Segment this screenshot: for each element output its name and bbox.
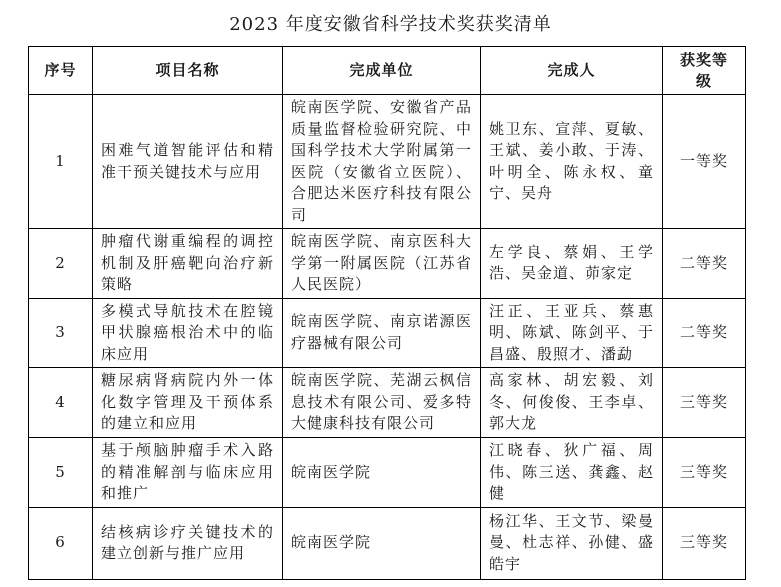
table-row xyxy=(29,229,746,299)
page-title: 2023 年度安徽省科学技术奖获奖清单 xyxy=(229,14,552,35)
table-row xyxy=(29,368,746,438)
header-people: 完成人 xyxy=(481,47,663,95)
cell-project: 基于颅脑肿瘤手术入路的精准解剖与临床应用和推广 xyxy=(93,438,283,508)
cell-people: 杨江华、王文节、梁曼曼、杜志祥、孙健、盛皓宇 xyxy=(481,507,663,579)
header-project: 项目名称 xyxy=(93,47,283,95)
cell-org: 皖南医学院、南京诺源医疗器械有限公司 xyxy=(283,298,481,368)
cell-project: 多模式导航技术在腔镜甲状腺癌根治术中的临床应用 xyxy=(93,298,283,368)
cell-award: 二等奖 xyxy=(663,298,746,368)
cell-project: 困难气道智能评估和精准干预关键技术与应用 xyxy=(93,95,283,229)
cell-org: 皖南医学院 xyxy=(283,507,481,579)
cell-project: 结核病诊疗关键技术的建立创新与推广应用 xyxy=(93,507,283,579)
cell-award: 三等奖 xyxy=(663,368,746,438)
header-award: 获奖等级 xyxy=(663,47,746,95)
cell-org: 皖南医学院、南京医科大学第一附属医院（江苏省人民医院） xyxy=(283,229,481,299)
cell-seq: 1 xyxy=(29,95,93,229)
header-row xyxy=(29,47,746,95)
table-row xyxy=(29,298,746,368)
header-org: 完成单位 xyxy=(283,47,481,95)
cell-award: 二等奖 xyxy=(663,229,746,299)
cell-org: 皖南医学院、安徽省产品质量监督检验研究院、中国科学技术大学附属第一医院（安徽省立医院）、合肥达米医疗科技有限公司 xyxy=(283,95,481,229)
table-row xyxy=(29,438,746,508)
cell-seq: 5 xyxy=(29,438,93,508)
cell-award: 三等奖 xyxy=(663,507,746,579)
cell-award: 三等奖 xyxy=(663,438,746,508)
cell-seq: 4 xyxy=(29,368,93,438)
cell-people: 高家林、胡宏毅、刘冬、何俊俊、王李卓、郭大龙 xyxy=(481,368,663,438)
cell-seq: 3 xyxy=(29,298,93,368)
awards-table xyxy=(28,46,746,580)
header-seq: 序号 xyxy=(29,47,93,95)
table-row xyxy=(29,95,746,229)
cell-project: 肿瘤代谢重编程的调控机制及肝癌靶向治疗新策略 xyxy=(93,229,283,299)
cell-people: 姚卫东、宣萍、夏敏、王斌、姜小敢、于涛、叶明全、陈永权、童宁、吴舟 xyxy=(481,95,663,229)
cell-people: 左学良、蔡娟、王学浩、吴金道、茆家定 xyxy=(481,229,663,299)
table-row xyxy=(29,507,746,579)
cell-award: 一等奖 xyxy=(663,95,746,229)
cell-org: 皖南医学院 xyxy=(283,438,481,508)
cell-people: 江晓春、狄广福、周伟、陈三送、龚鑫、赵健 xyxy=(481,438,663,508)
cell-seq: 2 xyxy=(29,229,93,299)
cell-seq: 6 xyxy=(29,507,93,579)
cell-org: 皖南医学院、芜湖云枫信息技术有限公司、爱多特大健康科技有限公司 xyxy=(283,368,481,438)
cell-people: 汪正、王亚兵、蔡惠明、陈斌、陈剑平、于昌盛、殷照才、潘勐 xyxy=(481,298,663,368)
cell-project: 糖尿病肾病院内外一体化数字管理及干预体系的建立和应用 xyxy=(93,368,283,438)
